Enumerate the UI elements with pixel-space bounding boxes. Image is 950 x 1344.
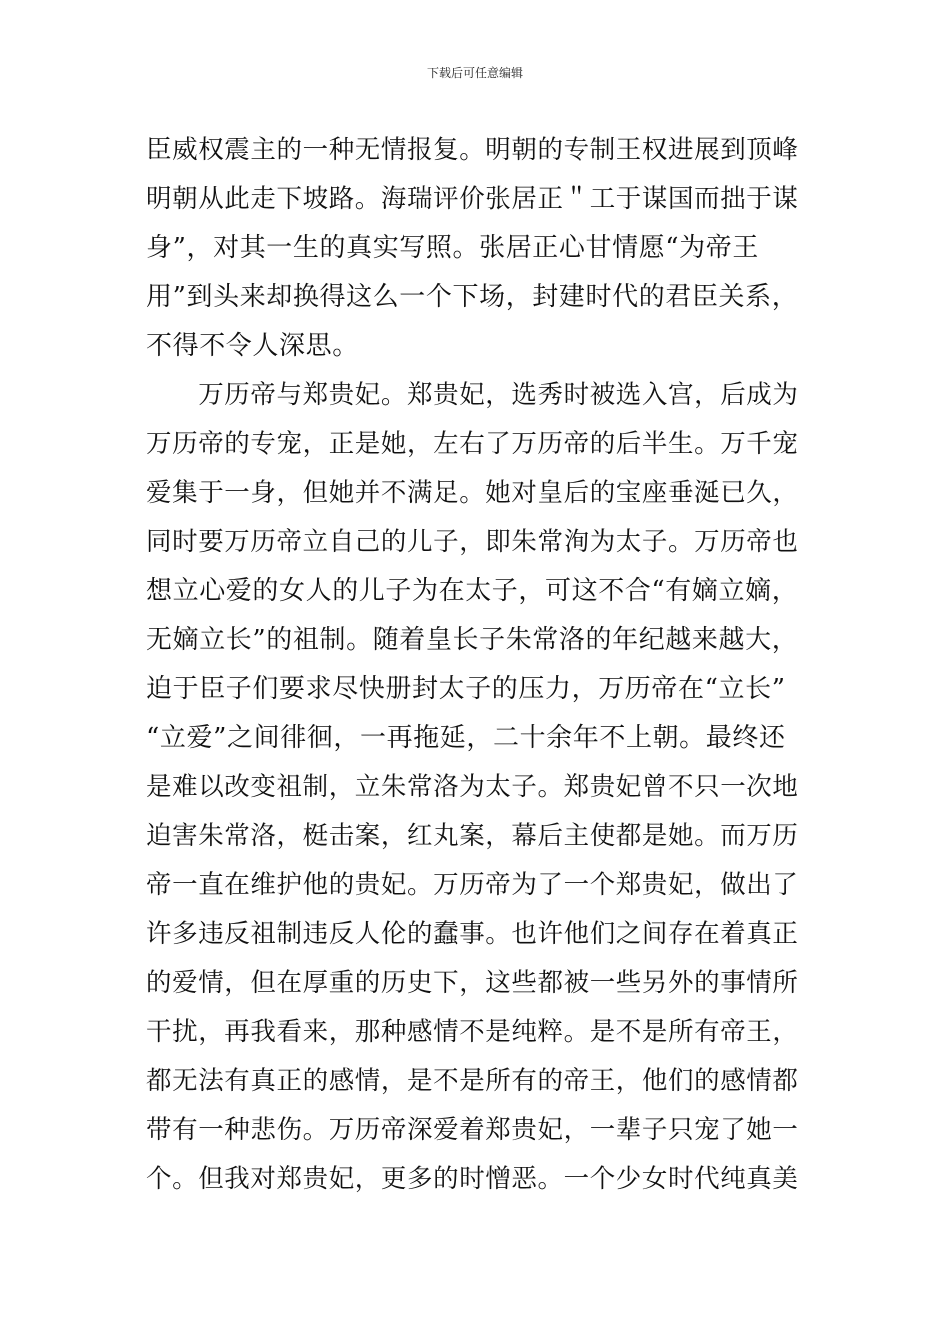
- text-line: 的爱情，但在厚重的历史下，这些都被一些另外的事情所: [146, 968, 799, 998]
- text-line: 臣威权震主的一种无情报复。明朝的专制王权进展到顶峰: [146, 135, 799, 165]
- text-line: 万历帝与郑贵妃。郑贵妃，选秀时被选入宫，后成为: [146, 380, 799, 410]
- text-line: 帝一直在维护他的贵妃。万历帝为了一个郑贵妃，做出了: [146, 870, 799, 900]
- text-line: 都无法有真正的感情，是不是所有的帝王，他们的感情都: [146, 1066, 799, 1096]
- text-line: 明朝从此走下坡路。海瑞评价张居正＂工于谋国而拙于谋: [146, 184, 799, 214]
- text-line: 个。但我对郑贵妃，更多的时憎恶。一个少女时代纯真美: [146, 1164, 799, 1194]
- text-line: 许多违反祖制违反人伦的蠢事。也许他们之间存在着真正: [146, 919, 799, 949]
- text-line: 同时要万历帝立自己的儿子，即朱常洵为太子。万历帝也: [146, 527, 799, 557]
- text-line: “立爱”之间徘徊，一再拖延，二十余年不上朝。最终还: [146, 723, 786, 753]
- text-line: 无嫡立长”的祖制。随着皇长子朱常洛的年纪越来越大，: [146, 625, 799, 655]
- text-line: 不得不令人深思。: [146, 331, 359, 361]
- text-line: 带有一种悲伤。万历帝深爱着郑贵妃，一辈子只宠了她一: [146, 1115, 799, 1145]
- text-line: 身”，对其一生的真实写照。张居正心甘情愿“为帝王: [146, 233, 759, 263]
- text-line: 用”到头来却换得这么一个下场，封建时代的君臣关系，: [146, 282, 799, 312]
- text-line: 迫于臣子们要求尽快册封太子的压力，万历帝在“立长”: [146, 674, 786, 704]
- text-line: 干扰，再我看来，那种感情不是纯粹。是不是所有帝王，: [146, 1017, 799, 1047]
- text-line: 爱集于一身，但她并不满足。她对皇后的宝座垂涎已久，: [146, 478, 799, 508]
- text-line: 万历帝的专宠，正是她，左右了万历帝的后半生。万千宠: [146, 429, 799, 459]
- text-line: 是难以改变祖制，立朱常洛为太子。郑贵妃曾不只一次地: [146, 772, 799, 802]
- text-line: 想立心爱的女人的儿子为在太子，可这不合“有嫡立嫡，: [146, 576, 799, 606]
- text-line: 迫害朱常洛，梃击案，红丸案，幕后主使都是她。而万历: [146, 821, 799, 851]
- page-header: 下载后可任意编辑: [426, 66, 523, 80]
